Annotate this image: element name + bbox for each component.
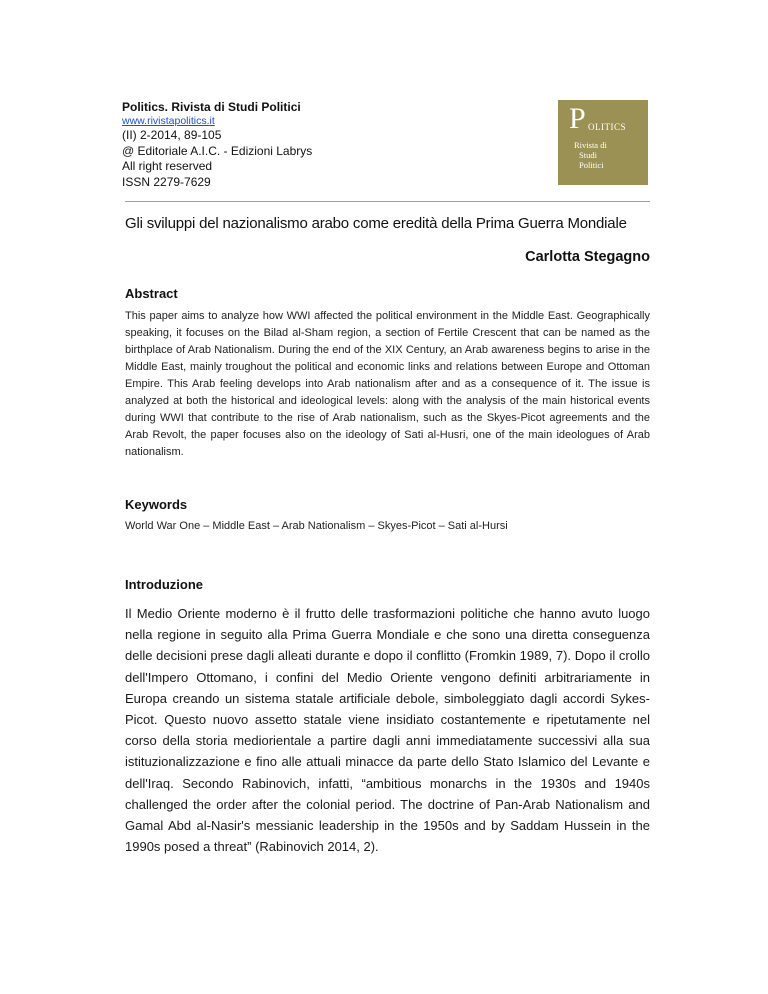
issue-info: (II) 2-2014, 89-105	[122, 128, 222, 142]
abstract-heading: Abstract	[125, 286, 178, 301]
article-author: Carlotta Stegagno	[525, 249, 650, 265]
journal-logo	[558, 100, 648, 185]
logo-title-rest: OLITICS	[588, 122, 626, 132]
introduction-text: Il Medio Oriente moderno è il frutto delle trasformazioni politiche che hanno avuto luogo nella regione in seguito alla Prima Guerra Mondiale e che sono una diretta conseguenza delle decisioni prese dagli alleati durante e dopo il conflitto (Fromkin 1989, 7). Dopo il crollo dell'Impero Ottomano, i confini del Medio Oriente vengono definiti arbitrariamente in Europa creando un sistema statale artificiale debole, simboleggiato dagli accordi Sykes-Picot. Questo nuovo assetto statale viene insidiato costantemente e ripetutamente nel corso della storia mediorientale a partire dagli anni immediatamente successivi alla sua istituzionalizzazione e fino alle attuali minacce da parte dello Stato Islamico del Levante e dell'Iraq. Secondo Rabinovich, infatti, “ambitious monarchs in the 1930s and 1940s challenged the order after the colonial period. The doctrine of Pan-Arab Nationalism and Gamal Abd al-Nasir's messianic leadership in the 1950s and by Saddam Hussein in the 1990s posed a threat” (Rabinovich 2014, 2).	[125, 606, 650, 855]
journal-name: Politics. Rivista di Studi Politici	[122, 100, 301, 114]
introduction-heading: Introduzione	[125, 577, 203, 592]
publisher-info: @ Editoriale A.I.C. - Edizioni Labrys	[122, 143, 313, 158]
header-divider	[125, 201, 650, 202]
rights-info: All right reserved	[122, 159, 213, 173]
keywords-heading: Keywords	[125, 497, 188, 512]
logo-line-3: Politici	[579, 160, 604, 170]
journal-info	[122, 100, 482, 190]
logo-initial: P	[569, 102, 586, 135]
article-title: Gli sviluppi del nazionalismo arabo come eredità della Prima Guerra Mondiale	[125, 215, 627, 232]
issn-info: ISSN 2279-7629	[122, 174, 211, 189]
logo-line-1: Rivista di	[574, 140, 607, 150]
abstract-text: This paper aims to analyze how WWI affected the political environment in the Middle East. Geographically speaking, it focuses on the Bilad al-Sham region, a section of Fertile Crescent that can be named as the birthplace of Arab Nationalism. During the end of the XIX Century, an Arab awareness begins to arise in the Middle East, mainly troughout the political and economic links and relations between Europe and Ottoman Empire. This Arab feeling develops into Arab nationalism after and as a consequence of it. The issue is analyzed at both the historical and ideological levels: along with the analysis of the main historical events during WWI that contribute to the rise of Arab nationalism, such as the Skyes-Picot agreements and the Arab Revolt, the paper focuses also on the ideology of Sati al-Husri, one of the main ideologues of Arab nationalism.	[125, 310, 650, 458]
logo-subtitle	[574, 140, 607, 170]
logo-line-2: Studi	[579, 150, 597, 160]
keywords-text: World War One – Middle East – Arab Nationalism – Skyes-Picot – Sati al-Hursi	[125, 520, 508, 532]
journal-url-link[interactable]: www.rivistapolitics.it	[122, 115, 215, 127]
